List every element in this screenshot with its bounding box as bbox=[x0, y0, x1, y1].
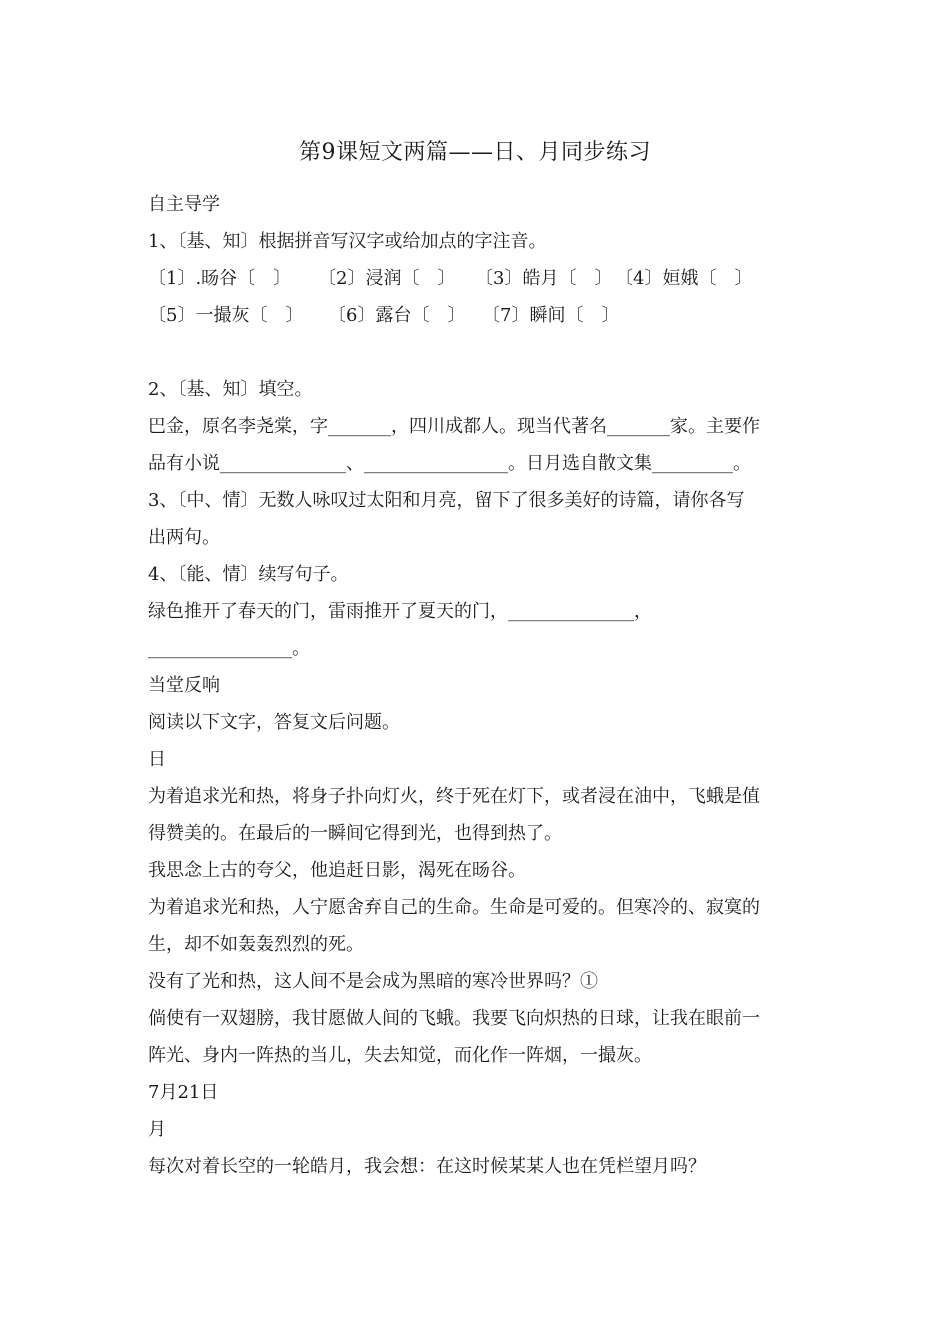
question-4-heading: 4、〔能、情〕续写句子。 bbox=[148, 564, 349, 585]
passage-line: 为着追求光和热，将身子扑向灯火，终于死在灯下，或者浸在油中，飞蛾是值 bbox=[148, 786, 760, 807]
question-2-text-line: 巴金，原名李尧棠，字_______，四川成都人。现当代著名_______家。主要作 bbox=[148, 416, 760, 437]
passage-line: 倘使有一双翅膀，我甘愿做人间的飞蛾。我要飞向炽热的日球，让我在眼前一 bbox=[148, 1008, 760, 1029]
question-3-text-line: 3、〔中、情〕无数人咏叹过太阳和月亮，留下了很多美好的诗篇，请你各写 bbox=[148, 490, 745, 511]
q1-item-6: 〔6〕露台〔 〕 bbox=[328, 305, 466, 326]
q1-item-4: 〔4〕姮娥〔 〕 bbox=[615, 268, 753, 289]
question-1-heading: 1、〔基、知〕根据拼音写汉字或给加点的字注音。 bbox=[148, 231, 547, 252]
reading-instruction: 阅读以下文字，答复文后问题。 bbox=[148, 712, 400, 733]
question-4-text-line: 绿色推开了春天的门，雷雨推开了夏天的门，______________， bbox=[148, 601, 652, 622]
question-2-text-line: 品有小说______________、________________。日月选自散文集_________。 bbox=[148, 453, 751, 474]
passage-line: 为着追求光和热，人宁愿舍弃自己的生命。生命是可爱的。但寒冷的、寂寞的 bbox=[148, 897, 760, 918]
section-heading: 自主导学 bbox=[148, 194, 220, 215]
question-4-text-line: ________________。 bbox=[148, 638, 310, 659]
q1-item-5: 〔5〕一撮灰〔 〕 bbox=[148, 305, 304, 326]
passage-line: 没有了光和热，这人间不是会成为黑暗的寒冷世界吗？① bbox=[148, 971, 598, 992]
q1-item-7: 〔7〕瞬间〔 〕 bbox=[482, 305, 620, 326]
section-heading: 当堂反响 bbox=[148, 675, 220, 696]
passage-title-moon: 月 bbox=[148, 1119, 166, 1140]
question-1-items-row-2 bbox=[148, 297, 808, 334]
passage-line: 得赞美的。在最后的一瞬间它得到光，也得到热了。 bbox=[148, 823, 562, 844]
q1-item-3: 〔3〕皓月〔 〕 bbox=[475, 268, 613, 289]
passage-date: 7月21日 bbox=[148, 1082, 219, 1103]
page-title: 第9课短文两篇——日、月同步练习 bbox=[299, 140, 651, 165]
document-body bbox=[148, 186, 808, 1185]
question-2-heading: 2、〔基、知〕填空。 bbox=[148, 379, 313, 400]
passage-title-sun: 日 bbox=[148, 749, 166, 770]
q1-item-2: 〔2〕浸润〔 〕 bbox=[318, 268, 456, 289]
q1-item-1: 〔1〕.旸谷〔 〕 bbox=[148, 268, 292, 289]
question-3-text-line: 出两句。 bbox=[148, 527, 220, 548]
question-1-items-row-1 bbox=[148, 260, 808, 297]
passage-line: 阵光、身内一阵热的当儿，失去知觉，而化作一阵烟，一撮灰。 bbox=[148, 1045, 652, 1066]
passage-line: 我思念上古的夸父，他追赶日影，渴死在旸谷。 bbox=[148, 860, 526, 881]
passage-line: 生，却不如轰轰烈烈的死。 bbox=[148, 934, 364, 955]
passage-line: 每次对着长空的一轮皓月，我会想：在这时候某某人也在凭栏望月吗？ bbox=[148, 1156, 706, 1177]
